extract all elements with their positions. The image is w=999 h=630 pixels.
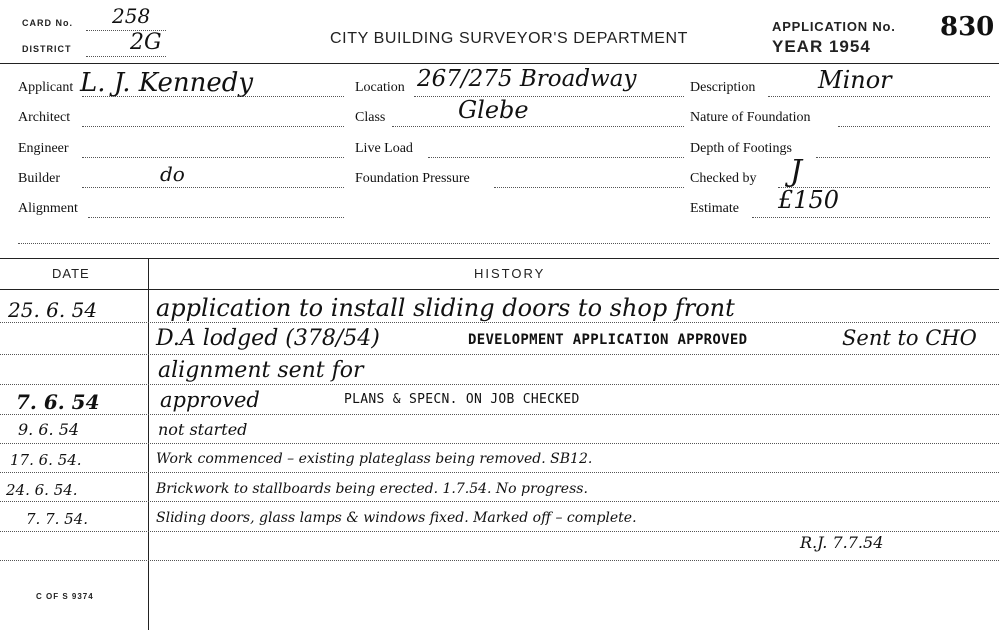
class-label: Class: [355, 110, 386, 125]
builder-dots: [82, 187, 344, 188]
history-stamp-2: DEVELOPMENT APPLICATION APPROVED: [468, 332, 748, 348]
applicant-dots: [82, 96, 344, 97]
foundation-pressure-dots: [494, 187, 684, 188]
class-value: Glebe: [458, 96, 529, 124]
estimate-value: £150: [778, 186, 840, 214]
live-load-label: Live Load: [355, 141, 413, 156]
builder-label: Builder: [18, 171, 60, 186]
row-line-2: [0, 354, 999, 355]
history-text-1: application to install sliding doors to shop front: [156, 294, 735, 322]
alignment-dots: [88, 217, 344, 218]
district-label: DISTRICT: [22, 44, 72, 54]
row-line-7: [0, 501, 999, 502]
header-rule: [0, 63, 999, 64]
nature-dots: [838, 126, 990, 127]
checked-label: Checked by: [690, 171, 757, 186]
row-line-5: [0, 443, 999, 444]
footer-code: C OF S 9374: [36, 592, 94, 601]
nature-label: Nature of Foundation: [690, 110, 811, 125]
history-text-4: approved: [160, 388, 260, 412]
description-value: Minor: [818, 66, 892, 94]
date-column-divider: [148, 258, 149, 630]
history-header-rule: [0, 289, 999, 290]
builder-value: do: [160, 162, 185, 186]
history-date-7: 24. 6. 54.: [6, 481, 78, 499]
history-stamp-4: PLANS & SPECN. ON JOB CHECKED: [344, 392, 580, 407]
district-value: 2G: [130, 30, 162, 55]
department-title: CITY BUILDING SURVEYOR'S DEPARTMENT: [330, 30, 689, 47]
history-text-2: D.A lodged (378/54): [156, 326, 380, 351]
estimate-dots: [752, 217, 990, 218]
district-dots: [86, 56, 166, 57]
signoff: R.J. 7.7.54: [800, 533, 884, 552]
history-date-1: 25. 6. 54: [8, 298, 98, 322]
row-line-8: [0, 531, 999, 532]
checked-value: J: [790, 154, 803, 189]
depth-label: Depth of Footings: [690, 141, 792, 156]
history-text-5: not started: [158, 420, 248, 439]
row-line-6: [0, 472, 999, 473]
estimate-label: Estimate: [690, 201, 739, 216]
location-value: 267/275 Broadway: [417, 66, 637, 92]
architect-dots: [82, 126, 344, 127]
date-header: DATE: [52, 266, 90, 281]
alignment-label: Alignment: [18, 201, 78, 216]
row-line-3: [0, 384, 999, 385]
row-line-4: [0, 414, 999, 415]
history-date-4: 7. 6. 54: [16, 390, 100, 414]
description-label: Description: [690, 80, 756, 95]
foundation-pressure-label: Foundation Pressure: [355, 171, 470, 186]
fields-extra-dots: [18, 243, 990, 244]
live-load-dots: [428, 157, 684, 158]
history-text-8: Sliding doors, glass lamps & windows fixed. Marked off – complete.: [156, 510, 637, 526]
history-text-7: Brickwork to stallboards being erected. 1.7.54. No progress.: [156, 481, 588, 497]
application-no-value: 830: [940, 12, 995, 42]
architect-label: Architect: [18, 110, 71, 125]
row-line-1: [0, 322, 999, 323]
applicant-value: L. J. Kennedy: [80, 68, 254, 98]
history-header: HISTORY: [474, 266, 546, 281]
history-date-6: 17. 6. 54.: [10, 451, 82, 469]
history-date-5: 9. 6. 54: [18, 420, 80, 439]
history-text-3: alignment sent for: [158, 358, 364, 383]
history-text-6: Work commenced – existing plateglass being removed. SB12.: [156, 451, 593, 467]
history-text2-2: Sent to CHO: [842, 326, 977, 350]
depth-dots: [816, 157, 990, 158]
row-line-9: [0, 560, 999, 561]
application-no-label: APPLICATION No.: [772, 19, 896, 34]
card-no-value: 258: [112, 4, 151, 28]
history-top-rule: [0, 258, 999, 259]
engineer-label: Engineer: [18, 141, 69, 156]
history-date-8: 7. 7. 54.: [26, 510, 89, 528]
location-label: Location: [355, 80, 405, 95]
applicant-label: Applicant: [18, 80, 74, 95]
class-dots: [392, 126, 684, 127]
description-dots: [768, 96, 990, 97]
location-dots: [414, 96, 684, 97]
card-no-label: CARD No.: [22, 18, 73, 28]
engineer-dots: [82, 157, 344, 158]
year-label: YEAR 1954: [772, 37, 871, 56]
